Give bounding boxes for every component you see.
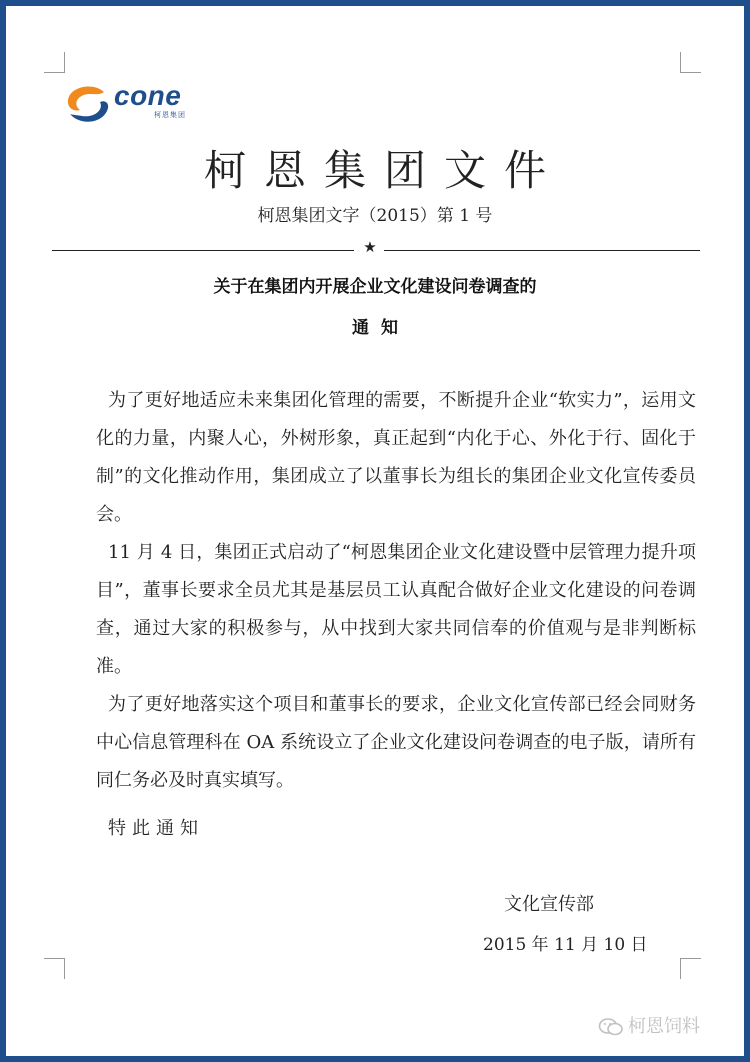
cone-logo-icon xyxy=(64,84,110,124)
watermark xyxy=(598,1012,700,1036)
separator-line-right xyxy=(384,250,700,251)
logo-wordmark: cone xyxy=(114,80,182,111)
watermark-text: 柯恩饲料 xyxy=(628,1016,700,1037)
crop-mark-bottom-right xyxy=(680,958,701,979)
body-paragraph: 为了更好地适应未来集团化管理的需要，不断提升企业“软实力”，运用文化的力量，内聚人心，外树形象，真正起到“内化于心、外化于行、固化于制”的文化推动作用，集团成立了以董事长为组长的集团企业文化宣传委员会。 xyxy=(96,390,696,525)
signature-date: 2015 年 11 月 10 日 xyxy=(483,935,648,955)
body-paragraph: 为了更好地落实这个项目和董事长的要求，企业文化宣传部已经会同财务中心信息管理科在 OA 系统设立了企业文化建设问卷调查的电子版，请所有同仁务必及时真实填写。 xyxy=(96,694,696,791)
crop-mark-top-left xyxy=(44,52,65,73)
company-logo xyxy=(64,82,194,128)
document-title: 柯恩集团文件 xyxy=(203,146,564,195)
separator-line-left xyxy=(52,250,354,251)
document-body xyxy=(96,382,696,800)
wechat-icon xyxy=(598,1017,624,1037)
notice-heading-line1: 关于在集团内开展企业文化建设问卷调查的 xyxy=(213,277,537,297)
star-icon: ★ xyxy=(363,238,377,256)
crop-mark-top-right xyxy=(680,52,701,73)
document-number: 柯恩集团文字（2015）第 1 号 xyxy=(257,206,493,226)
signer-department: 文化宣传部 xyxy=(504,894,594,915)
crop-mark-bottom-left xyxy=(44,958,65,979)
logo-subtext: 柯恩集团 xyxy=(154,111,186,119)
body-paragraph: 11 月 4 日，集团正式启动了“柯恩集团企业文化建设暨中层管理力提升项目”，董事长要求全员尤其是基层员工认真配合做好企业文化建设的问卷调查，通过大家的积极参与，从中找到大家共同信奉的价值观与是非判断标准。 xyxy=(96,542,696,677)
closing-phrase: 特此通知 xyxy=(108,818,204,839)
notice-heading-line2: 通知 xyxy=(352,318,410,338)
